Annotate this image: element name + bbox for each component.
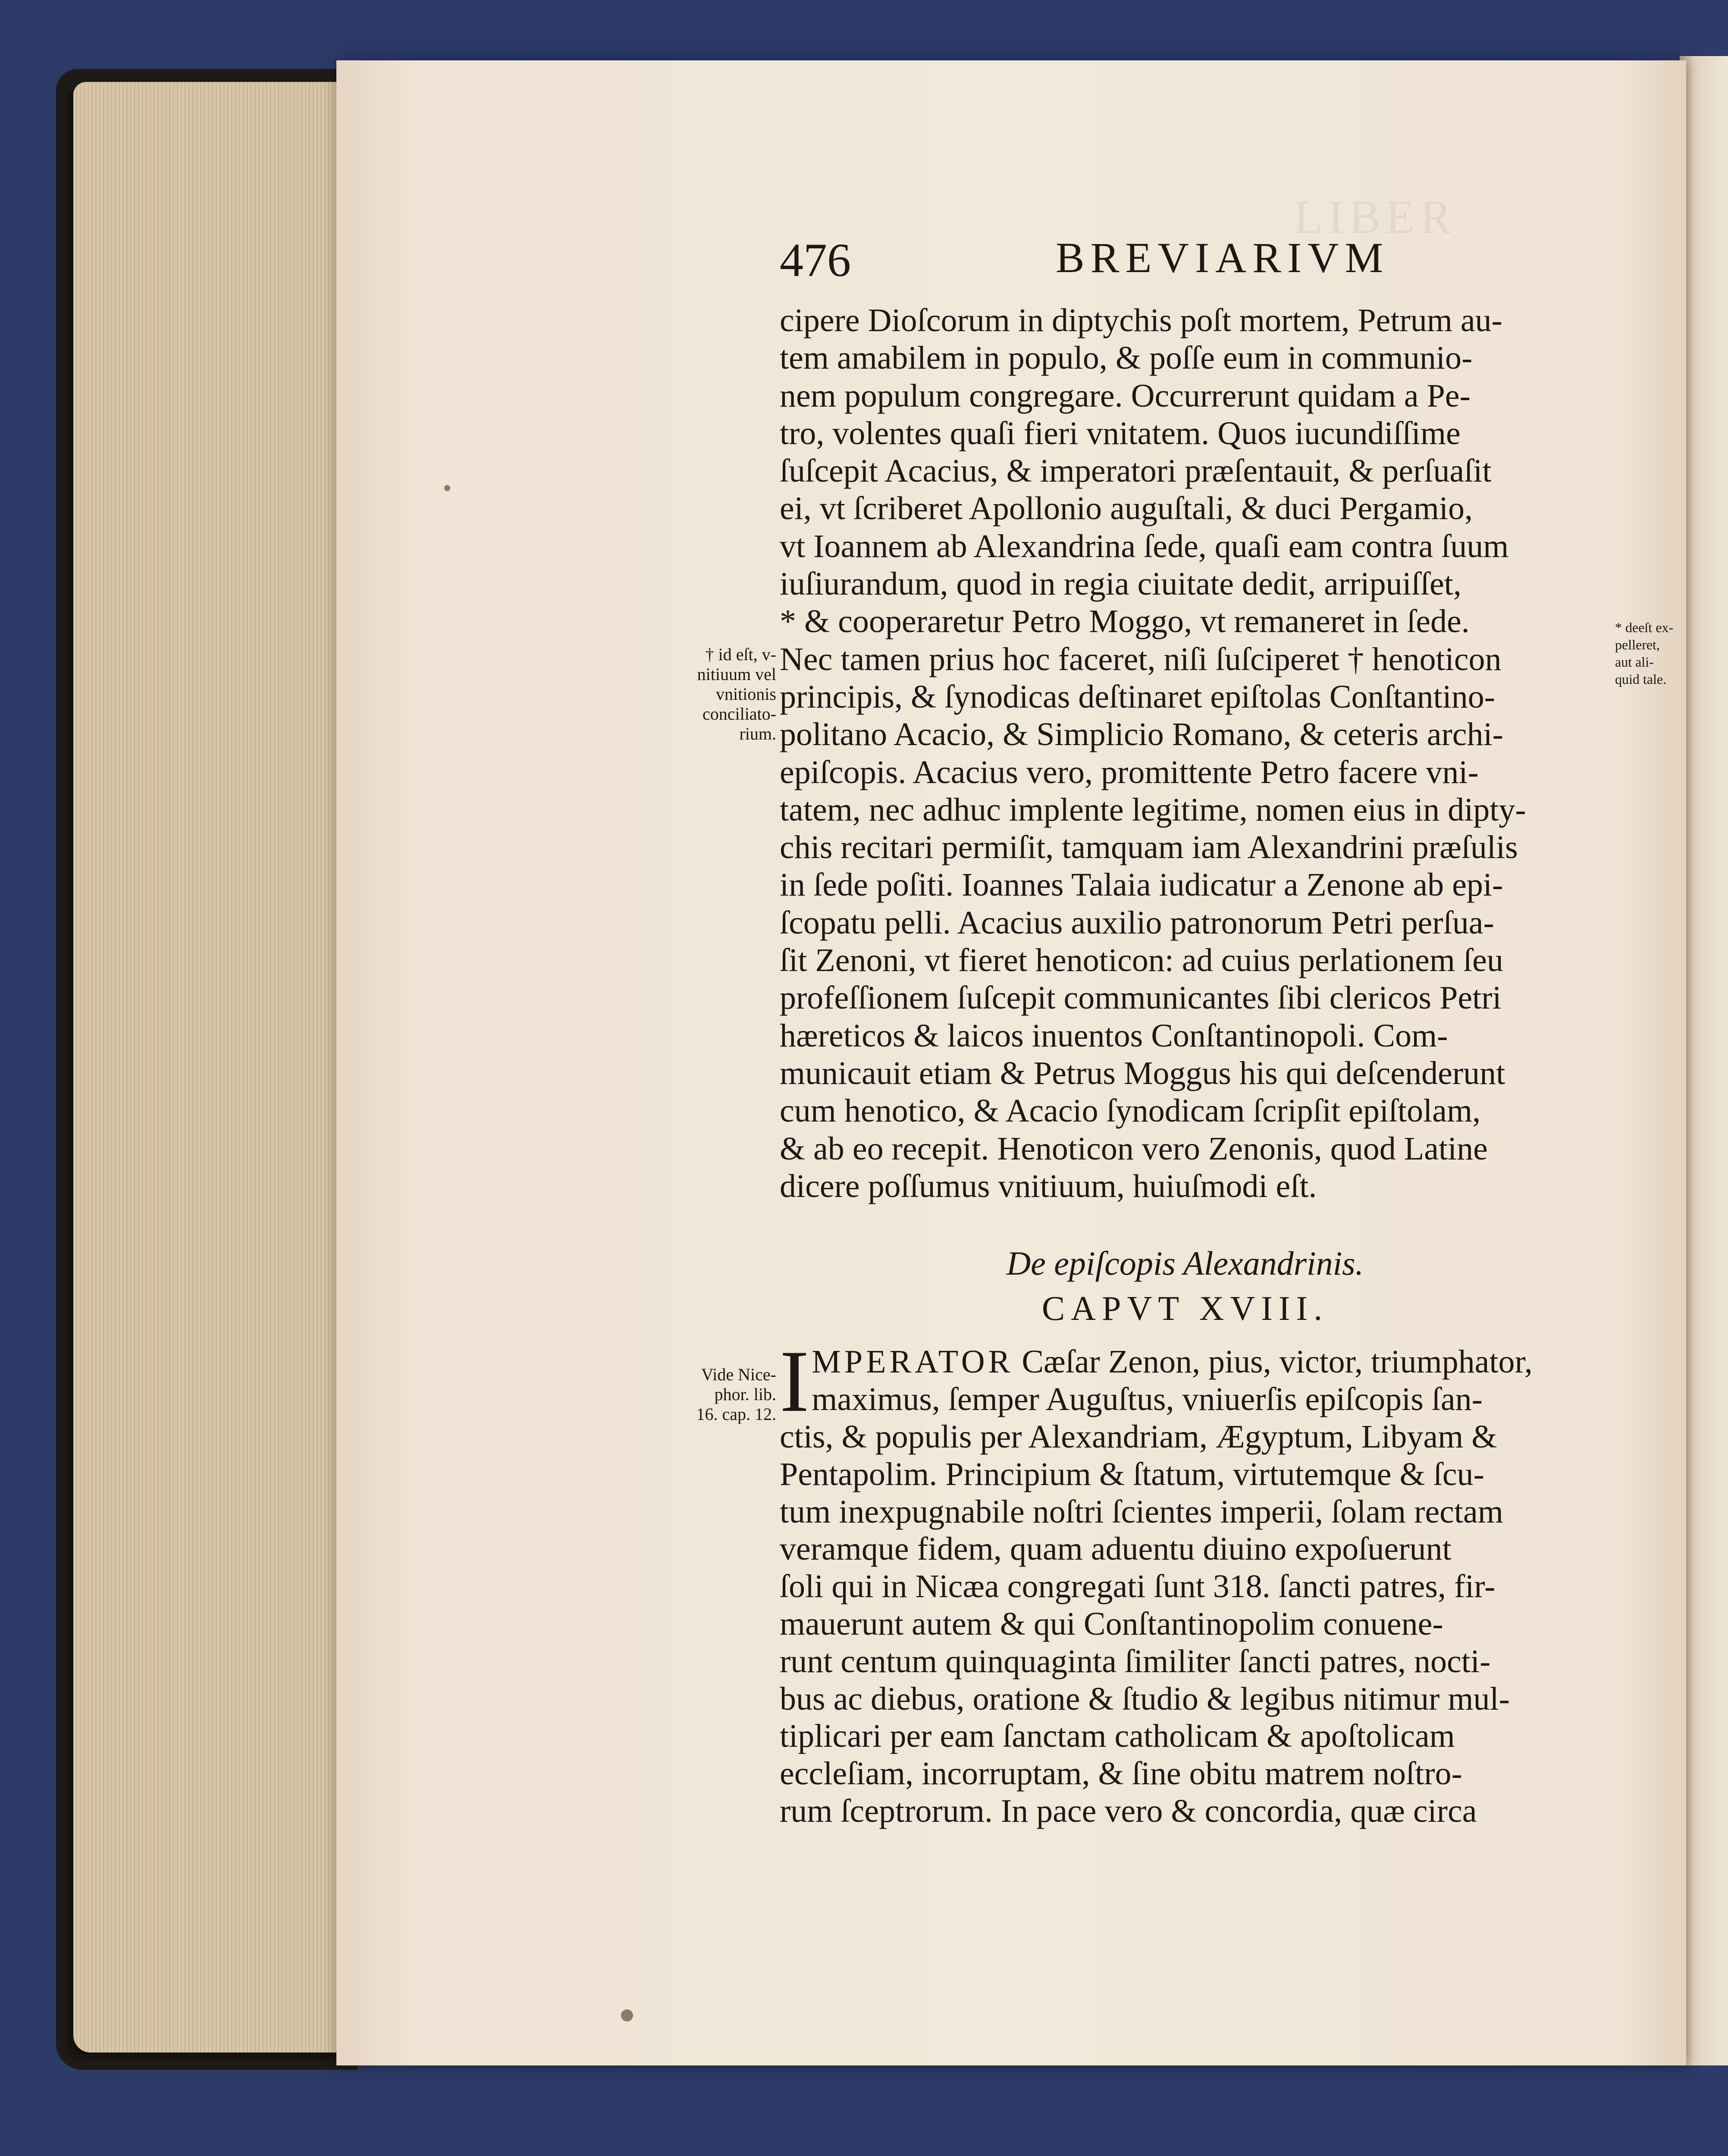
text-line: chis recitari permiſit, tamquam iam Alexandrini præſulis xyxy=(780,829,1518,866)
text-line xyxy=(780,1343,1590,1381)
first-line-rest: Cæſar Zenon, pius, victor, triumphator, xyxy=(1013,1344,1533,1380)
page-header xyxy=(780,233,1427,289)
note-line: rium. xyxy=(739,724,776,743)
text-line: ctis, & populis per Alexandriam, Ægyptum, Libyam & xyxy=(780,1419,1497,1455)
ink-spot xyxy=(621,2009,633,2021)
text-line: ei, vt ſcriberet Apollonio auguſtali, & duci Pergamio, xyxy=(780,490,1473,527)
note-line: * deeſt ex- xyxy=(1615,620,1674,635)
book-page-edges xyxy=(73,82,341,2053)
text-line: hæreticos & laicos inuentos Conſtantinopoli. Com- xyxy=(780,1017,1448,1054)
text-line: tum inexpugnabile noſtri ſcientes imperii, ſolam rectam xyxy=(780,1493,1503,1530)
chapter-heading xyxy=(780,1242,1590,1332)
text-line: bus ac diebus, oratione & ſtudio & legibus nitimur mul- xyxy=(780,1680,1510,1717)
chapter-text xyxy=(780,1332,1590,1830)
section-title: De epiſcopis Alexandrinis. xyxy=(1006,1244,1364,1282)
text-line: ſit Zenoni, vt fieret henoticon: ad cuius perlationem ſeu xyxy=(780,942,1503,979)
note-line: Vide Nice- xyxy=(701,1365,776,1384)
text-line: principis, & ſynodicas deſtinaret epiſtolas Conſtantino- xyxy=(780,678,1496,715)
marginal-reference-left xyxy=(673,1365,776,1424)
text-line: Pentapolim. Principium & ſtatum, virtutemque & ſcu- xyxy=(780,1456,1484,1492)
text-line: mauerunt autem & qui Conſtantinopolim conuene- xyxy=(780,1605,1443,1642)
text-line: iuſiurandum, quod in regia ciuitate dedit, arripuiſſet, xyxy=(780,566,1461,602)
note-line: aut ali- xyxy=(1615,654,1654,670)
marginal-note-left xyxy=(673,645,776,744)
text-line: tro, volentes quaſi fieri vnitatem. Quos iucundiſſime xyxy=(780,415,1461,451)
show-through-text: LIBER xyxy=(1294,191,1457,243)
text-line: profeſſionem ſuſcepit communicantes ſibi clericos Petri xyxy=(780,980,1502,1016)
text-line: cipere Dioſcorum in diptychis poſt mortem, Petrum au- xyxy=(780,302,1502,338)
page-number: 476 xyxy=(780,234,851,286)
note-line: nitiuum vel xyxy=(697,664,776,684)
text-line: ſoli qui in Nicæa congregati ſunt 318. ſancti patres, fir- xyxy=(780,1568,1496,1605)
drop-cap: I xyxy=(780,1332,809,1430)
text-line: * & cooperaretur Petro Moggo, vt remaneret in ſede. xyxy=(780,603,1470,640)
text-line: politano Acacio, & Simplicio Romano, & ceteris archi- xyxy=(780,716,1503,753)
text-line: rum ſceptrorum. In pace vero & concordia, quæ circa xyxy=(780,1792,1477,1829)
text-line: tem amabilem in populo, & poſſe eum in communio- xyxy=(780,340,1473,376)
running-head: BREVIARIVM xyxy=(1056,234,1389,282)
marginal-note-right xyxy=(1615,619,1680,688)
text-line: vt Ioannem ab Alexandrina ſede, quaſi eam contra ſuum xyxy=(780,528,1509,564)
note-line: conciliato- xyxy=(702,704,776,724)
text-line: nem populum congregare. Occurrerunt quidam a Pe- xyxy=(780,377,1471,414)
note-line: phor. lib. xyxy=(714,1385,776,1404)
first-word: MPERATOR xyxy=(812,1344,1014,1380)
text-line: dicere poſſumus vnitiuum, huiuſmodi eſt. xyxy=(780,1168,1317,1204)
body-text xyxy=(780,302,1590,1205)
text-line: tatem, nec adhuc implente legitime, nomen eius in dipty- xyxy=(780,791,1526,828)
note-line: 16. cap. 12. xyxy=(696,1404,776,1424)
text-line: maximus, ſemper Auguſtus, vniuerſis epiſcopis ſan- xyxy=(812,1381,1483,1417)
text-line: ſuſcepit Acacius, & imperatori præſentauit, & perſuaſit xyxy=(780,453,1492,489)
text-line: eccleſiam, incorruptam, & ſine obitu matrem noſtro- xyxy=(780,1755,1462,1792)
note-line: vnitionis xyxy=(715,684,776,704)
text-line: municauit etiam & Petrus Moggus his qui deſcenderunt xyxy=(780,1055,1505,1091)
text-line: epiſcopis. Acacius vero, promittente Petro facere vni- xyxy=(780,754,1479,790)
text-line: Nec tamen prius hoc faceret, niſi ſuſciperet † henoticon xyxy=(780,641,1502,677)
text-line: & ab eo recepit. Henoticon vero Zenonis, quod Latine xyxy=(780,1130,1488,1167)
note-line: pelleret, xyxy=(1615,637,1660,652)
note-line: quid tale. xyxy=(1615,671,1667,687)
text-line: ſcopatu pelli. Acacius auxilio patronorum Petri perſua- xyxy=(780,904,1494,941)
text-line: in ſede poſiti. Ioannes Talaia iudicatur a Zenone ab epi- xyxy=(780,867,1503,903)
facing-page-edge xyxy=(1680,56,1728,2065)
text-line: cum henotico, & Acacio ſynodicam ſcripſit epiſtolam, xyxy=(780,1093,1481,1129)
ink-spot xyxy=(444,485,450,491)
text-line: runt centum quinquaginta ſimiliter ſancti patres, nocti- xyxy=(780,1643,1491,1680)
text-line: tiplicari per eam ſanctam catholicam & apoſtolicam xyxy=(780,1718,1455,1755)
chapter-title: CAPVT XVIII. xyxy=(1041,1290,1329,1328)
note-line: † id eſt, v- xyxy=(705,645,776,664)
text-line: veramque fidem, quam aduentu diuino expoſuerunt xyxy=(780,1531,1452,1567)
